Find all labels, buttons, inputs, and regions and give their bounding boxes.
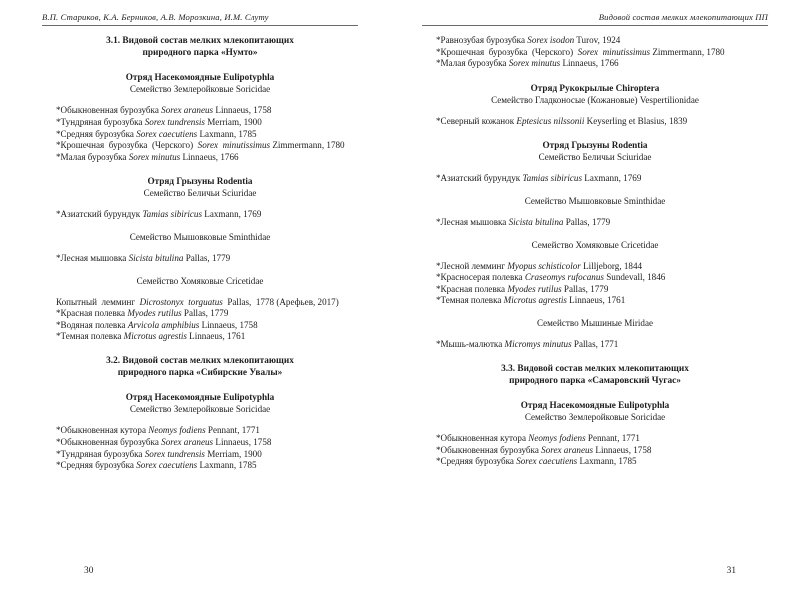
species-list-sciuridae-nu <box>42 209 358 221</box>
species-item: *Темная полевка Microtus agrestis Linnaeus, 1761 <box>436 295 626 306</box>
species-item: *Малая бурозубка Sorex minutus Linnaeus, 1766 <box>436 58 619 69</box>
order-eulipotyphla-su: Отряд Насекомоядные Eulipotyphla <box>125 392 275 403</box>
section-title-3-3 <box>422 363 768 387</box>
order-eulipotyphla-nu: Отряд Насекомоядные Eulipotyphla <box>125 72 275 83</box>
family-soricidae-nu: Семейство Землеройковые Soricidae <box>129 84 271 95</box>
folio-left: 30 <box>84 566 94 576</box>
spacer <box>422 70 768 82</box>
section-title-3-2-line2: природного парка «Сибирские Увалы» <box>117 368 283 379</box>
spacer <box>422 423 768 433</box>
species-item: Копытный лемминг Dicrostonyx torguatus Pallas, 1778 (Арефьев, 2017) <box>56 296 339 307</box>
species-item: *Средняя бурозубка Sorex caecutiens Laxmann, 1785 <box>436 456 637 467</box>
species-list-cricetidae-su <box>422 261 768 307</box>
species-item: *Обыкновенная бурозубка Sorex araneus Linnaeus, 1758 <box>56 436 272 447</box>
spacer <box>422 185 768 195</box>
spacer <box>422 229 768 239</box>
spacer <box>422 251 768 261</box>
species-item: *Лесная мышовка Sicista bitulina Pallas, 1779 <box>56 252 231 263</box>
species-item: *Средняя бурозубка Sorex caecutiens Laxmann, 1785 <box>56 460 257 471</box>
species-item: *Красносерая полевка Craseomys rufocanus Sundevall, 1846 <box>436 272 666 283</box>
species-item: *Обыкновенная бурозубка Sorex araneus Linnaeus, 1758 <box>56 105 272 116</box>
species-item: *Красная полевка Myodes rutilus Pallas, 1779 <box>56 308 229 319</box>
spacer <box>422 163 768 173</box>
species-list-cricetidae-nu <box>42 297 358 343</box>
spacer <box>422 351 768 363</box>
species-item: *Обыкновенная кутора Neomys fodiens Pennant, 1771 <box>436 432 640 443</box>
section-title-3-1-line2: природного парка «Нумто» <box>142 48 258 59</box>
order-eulipotyphla-sc: Отряд Насекомоядные Eulipotyphla <box>520 399 670 410</box>
section-title-3-1-line1: 3.1. Видовой состав мелких млекопитающих <box>106 36 294 46</box>
spacer <box>42 199 358 209</box>
header-rule-right <box>422 25 768 26</box>
body-column-left <box>42 35 358 472</box>
family-cricetidae-su: Семейство Хомяковые Cricetidae <box>531 239 659 250</box>
spacer <box>422 207 768 217</box>
species-list-continued-su <box>422 35 768 70</box>
species-item: *Лесной лемминг Myopus schisticolor Lilljeborg, 1844 <box>436 260 643 271</box>
spacer <box>42 221 358 231</box>
family-soricidae-su: Семейство Землеройковые Soricidae <box>129 404 271 415</box>
section-title-3-3-line1: 3.3. Видовой состав мелких млекопитающих <box>501 363 689 374</box>
species-item: *Северный кожанок Eptesicus nilssonii Keyserling et Blasius, 1839 <box>436 115 688 126</box>
species-item: *Тундряная бурозубка Sorex tundrensis Merriam, 1900 <box>56 117 262 127</box>
species-list-soricidae-nu <box>42 105 358 163</box>
section-title-3-3-line2: природного парка «Самаровский Чугас» <box>509 375 681 386</box>
species-item: *Обыкновенная бурозубка Sorex araneus Linnaeus, 1758 <box>436 444 652 455</box>
species-item: *Красная полевка Myodes rutilus Pallas, 1779 <box>436 283 609 294</box>
species-item: *Водяная полевка Arvicola amphibius Linnaeus, 1758 <box>56 319 258 330</box>
species-item: *Тундряная бурозубка Sorex tundrensis Merriam, 1900 <box>56 448 262 459</box>
species-item: *Равнозубая бурозубка Sorex isodon Turov, 1924 <box>436 35 621 45</box>
family-sminthidae-su: Семейство Мышовковые Sminthidae <box>524 195 666 206</box>
section-title-3-2 <box>42 355 358 379</box>
spacer <box>422 387 768 399</box>
family-sminthidae-nu: Семейство Мышовковые Sminthidae <box>129 231 271 242</box>
body-column-right <box>422 35 768 468</box>
spacer <box>42 415 358 425</box>
species-list-soricidae-sc <box>422 433 768 468</box>
spacer <box>42 243 358 253</box>
folio-right: 31 <box>726 566 736 576</box>
spacer <box>422 127 768 139</box>
species-list-soricidae-su <box>42 425 358 471</box>
species-list-miridae-su <box>422 339 768 351</box>
family-sciuridae-nu: Семейство Беличьи Sciuridae <box>143 188 257 199</box>
order-rodentia-nu: Отряд Грызуны Rodentia <box>147 176 253 187</box>
species-list-sminthidae-su <box>422 217 768 229</box>
species-item: *Темная полевка Microtus agrestis Linnaeus, 1761 <box>56 331 246 342</box>
order-rodentia-su: Отряд Грызуны Rodentia <box>542 140 648 151</box>
family-soricidae-sc: Семейство Землеройковые Soricidae <box>524 411 666 422</box>
page-left-content <box>42 12 358 593</box>
species-item: *Крошечная бурозубка (Черского) Sorex minutissimus Zimmermann, 1780 <box>56 140 345 151</box>
species-list-sciuridae-su <box>422 173 768 185</box>
running-head-left: В.П. Стариков, К.А. Берников, А.В. Морозкина, И.М. Слуту <box>42 12 269 22</box>
header-rule-left <box>42 25 358 26</box>
spacer <box>422 307 768 317</box>
spacer <box>42 95 358 105</box>
species-item: *Азиатский бурундук Tamias sibiricus Laxmann, 1769 <box>56 209 262 220</box>
species-item: *Крошечная бурозубка (Черского) Sorex minutissimus Zimmermann, 1780 <box>436 46 725 57</box>
species-item: *Лесная мышовка Sicista bitulina Pallas, 1779 <box>436 216 611 227</box>
spacer <box>42 287 358 297</box>
species-item: *Обыкновенная кутора Neomys fodiens Pennant, 1771 <box>56 425 260 436</box>
section-title-3-1 <box>42 35 358 59</box>
species-list-sminthidae-nu <box>42 253 358 265</box>
spacer <box>42 379 358 391</box>
species-item: *Малая бурозубка Sorex minutus Linnaeus, 1766 <box>56 151 239 162</box>
spacer <box>42 163 358 175</box>
species-item: *Мышь-малютка Micromys minutus Pallas, 1771 <box>436 338 619 349</box>
spacer <box>422 106 768 116</box>
spacer <box>422 329 768 339</box>
spacer <box>42 343 358 355</box>
species-item: *Азиатский бурундук Tamias sibiricus Laxmann, 1769 <box>436 173 642 184</box>
spacer <box>42 265 358 275</box>
family-sciuridae-su: Семейство Беличьи Sciuridae <box>538 152 652 163</box>
family-vespertilionidae-su: Семейство Гладконосые (Кожановые) Vespertilionidae <box>491 94 699 105</box>
order-chiroptera-su: Отряд Рукокрылые Chiroptera <box>530 82 660 93</box>
species-item: *Средняя бурозубка Sorex caecutiens Laxmann, 1785 <box>56 128 257 139</box>
spacer <box>42 59 358 71</box>
section-title-3-2-line1: 3.2. Видовой состав мелких млекопитающих <box>106 355 294 366</box>
running-head-right: Видовой состав мелких млекопитающих ПП <box>598 12 768 22</box>
page-right <box>400 0 800 593</box>
family-cricetidae-nu: Семейство Хомяковые Cricetidae <box>136 275 264 286</box>
page-right-content <box>422 12 768 593</box>
family-miridae-su: Семейство Мышиные Miridae <box>536 317 654 328</box>
species-list-vespertilionidae-su <box>422 116 768 128</box>
